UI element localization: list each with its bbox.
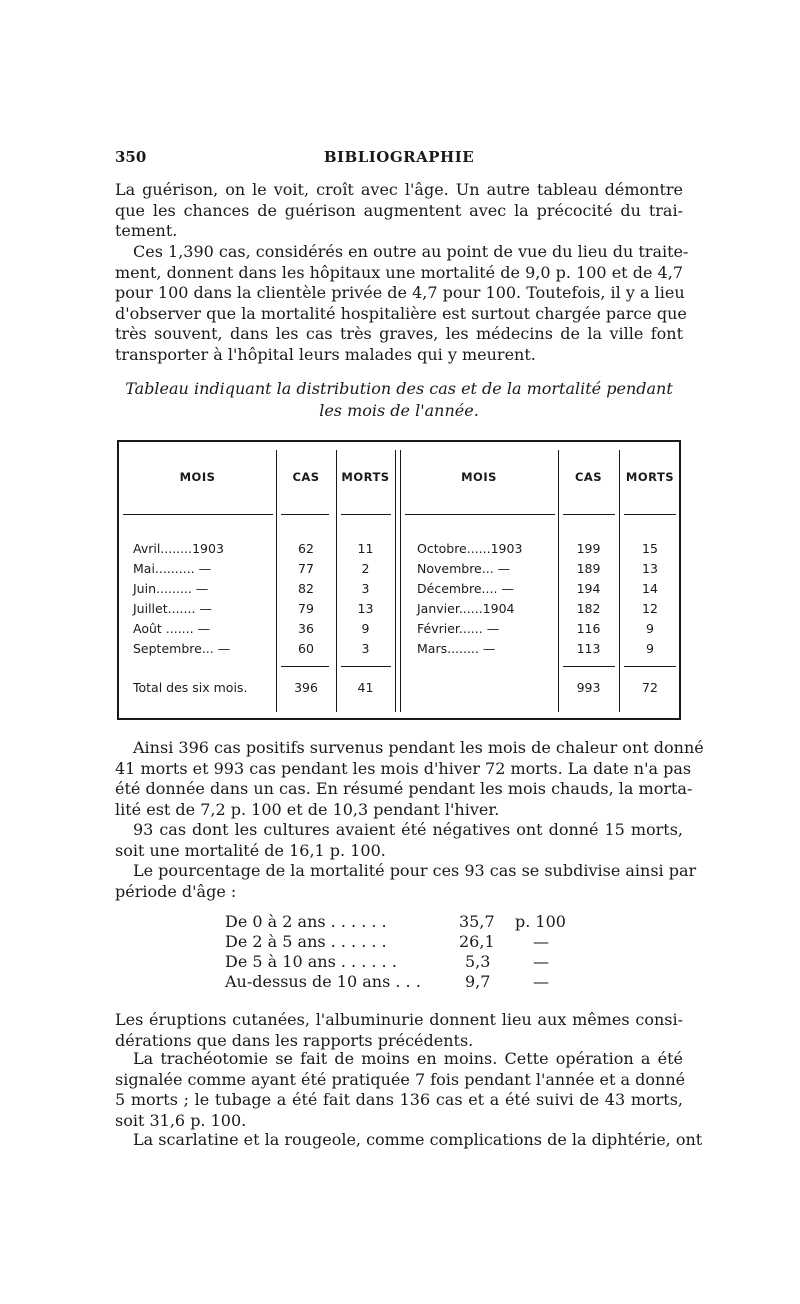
cell-month: Février...... — (417, 621, 500, 636)
total-morts: 72 (642, 680, 658, 695)
list-item (225, 952, 625, 972)
text-line: pour 100 dans la clientèle privée de 4,7 pour 100. Toutefois, il y a lieu (115, 283, 685, 303)
total-rule (624, 666, 676, 667)
paragraph-6 (115, 1010, 683, 1051)
total-cas: 993 (576, 680, 601, 695)
cell-month: Août ....... — (133, 621, 211, 636)
cell-morts: 13 (642, 561, 658, 576)
table-row (119, 601, 679, 621)
age-percent: 26,1 (459, 932, 495, 951)
age-unit: p. 100 (515, 912, 566, 931)
header-rule (123, 514, 273, 515)
age-unit: — (533, 932, 549, 951)
age-percent: 5,3 (465, 952, 491, 971)
age-unit: — (533, 952, 549, 971)
text-line: que les chances de guérison augmentent avec la précocité du trai- (115, 200, 683, 220)
age-range: De 5 à 10 ans . . . . . . (225, 952, 397, 971)
text-line: La guérison, on le voit, croît avec l'âge. Un autre tableau démontre (115, 180, 683, 199)
header-rule (405, 514, 555, 515)
paragraph-1 (115, 180, 683, 242)
text-line: Le pourcentage de la mortalité pour ces 93 cas se subdivise ainsi par (133, 861, 697, 880)
list-item (225, 932, 625, 952)
total-rule (563, 666, 615, 667)
cell-cas: 36 (298, 621, 314, 636)
table-row (119, 561, 679, 581)
text-line: 41 morts et 993 cas pendant les mois d'hiver 72 morts. La date n'a pas (115, 758, 692, 778)
cell-month: Septembre... — (133, 641, 231, 656)
page-number: 350 (115, 148, 147, 166)
cell-morts: 9 (361, 621, 370, 636)
header-rule (624, 514, 676, 515)
cell-cas: 77 (298, 561, 314, 576)
cell-morts: 9 (646, 641, 654, 656)
cell-month: Avril........1903 (133, 541, 224, 556)
cell-cas: 194 (576, 581, 601, 596)
cell-morts: 3 (361, 641, 370, 656)
text-line: Ainsi 396 cas positifs survenus pendant les mois de chaleur ont donné (133, 738, 704, 757)
col-header-cas: CAS (292, 470, 320, 484)
table-row (119, 581, 679, 601)
list-item (225, 912, 625, 932)
header-rule (563, 514, 615, 515)
total-label: Total des six mois. (133, 680, 248, 695)
col-header-morts: MORTS (341, 470, 390, 484)
text-line: soit 31,6 p. 100. (115, 1110, 247, 1130)
text-line: tement. (115, 221, 178, 241)
cell-morts: 12 (642, 601, 658, 616)
text-line: 93 cas dont les cultures avaient été négatives ont donné 15 morts, (133, 820, 683, 839)
cell-morts: 9 (646, 621, 654, 636)
cell-month: Janvier......1904 (417, 601, 515, 616)
age-percent: 35,7 (459, 912, 495, 931)
text-line: 5 morts ; le tubage a été fait dans 136 cas et a été suivi de 43 morts, (115, 1090, 683, 1110)
paragraph-8 (115, 1130, 703, 1151)
text-line: dérations que dans les rapports précédents. (115, 1030, 474, 1050)
age-range: De 0 à 2 ans . . . . . . (225, 912, 387, 931)
running-title: BIBLIOGRAPHIE (323, 148, 475, 166)
cell-morts: 13 (357, 601, 374, 616)
table-row (119, 641, 679, 661)
paragraph-5 (115, 861, 697, 902)
text-line: Les éruptions cutanées, l'albuminurie donnent lieu aux mêmes consi- (115, 1010, 683, 1029)
total-morts: 41 (357, 680, 374, 695)
age-mortality-list (225, 912, 625, 992)
cell-cas: 79 (298, 601, 314, 616)
header-rule (281, 514, 329, 515)
paragraph-4 (115, 820, 683, 861)
total-rule (281, 666, 329, 667)
paragraph-3 (115, 738, 704, 820)
cell-month: Mai.......... — (133, 561, 212, 576)
total-rule (341, 666, 391, 667)
text-line: été donnée dans un cas. En résumé pendant les mois chauds, la morta- (115, 779, 693, 799)
cell-cas: 189 (576, 561, 601, 576)
table-caption (115, 378, 683, 422)
mortality-table (117, 440, 681, 720)
cell-month: Juillet....... — (133, 601, 212, 616)
col-header-morts: MORTS (625, 470, 675, 484)
text-line: très souvent, dans les cas très graves, les médecins de la ville font (115, 324, 683, 344)
caption-line: Tableau indiquant la distribution des cas et de la mortalité pendant (125, 379, 673, 398)
cell-morts: 3 (361, 581, 370, 596)
text-line: ment, donnent dans les hôpitaux une mortalité de 9,0 p. 100 et de 4,7 (115, 262, 683, 282)
col-header-mois: MOIS (461, 470, 497, 484)
cell-cas: 62 (298, 541, 314, 556)
age-unit: — (533, 972, 549, 991)
text-line: La trachéotomie se fait de moins en moins. Cette opération a été (133, 1049, 683, 1068)
cell-cas: 116 (576, 621, 601, 636)
cell-morts: 15 (642, 541, 658, 556)
cell-morts: 14 (642, 581, 658, 596)
cell-cas: 60 (298, 641, 314, 656)
cell-cas: 199 (576, 541, 601, 556)
col-header-cas: CAS (574, 470, 603, 484)
cell-cas: 82 (298, 581, 314, 596)
cell-month: Juin......... — (133, 581, 209, 596)
cell-month: Mars........ — (417, 641, 496, 656)
list-item (225, 972, 625, 992)
paragraph-7 (115, 1049, 686, 1131)
text-line: Ces 1,390 cas, considérés en outre au point de vue du lieu du traite- (133, 242, 689, 261)
age-percent: 9,7 (465, 972, 491, 991)
cell-morts: 11 (357, 541, 374, 556)
text-line: soit une mortalité de 16,1 p. 100. (115, 840, 386, 860)
cell-month: Novembre... — (417, 561, 511, 576)
header-rule (341, 514, 391, 515)
text-line: période d'âge : (115, 881, 237, 901)
text-line: lité est de 7,2 p. 100 et de 10,3 pendant l'hiver. (115, 799, 500, 819)
text-line: La scarlatine et la rougeole, comme complications de la diphtérie, ont (133, 1130, 703, 1149)
cell-month: Décembre.... — (417, 581, 514, 596)
text-line: signalée comme ayant été pratiquée 7 fois pendant l'année et a donné (115, 1069, 686, 1089)
caption-line: les mois de l'année. (319, 401, 479, 420)
cell-cas: 182 (576, 601, 601, 616)
age-range: De 2 à 5 ans . . . . . . (225, 932, 387, 951)
paragraph-2 (115, 242, 689, 366)
page-header (115, 148, 683, 170)
text-line: transporter à l'hôpital leurs malades qui y meurent. (115, 344, 536, 364)
table-row (119, 621, 679, 641)
cell-morts: 2 (361, 561, 370, 576)
table-row (119, 541, 679, 561)
cell-cas: 113 (576, 641, 601, 656)
age-range: Au-dessus de 10 ans . . . (225, 972, 421, 991)
total-cas: 396 (294, 680, 318, 695)
cell-month: Octobre......1903 (417, 541, 523, 556)
col-header-mois: MOIS (179, 470, 216, 484)
text-line: d'observer que la mortalité hospitalière est surtout chargée parce que (115, 303, 687, 323)
